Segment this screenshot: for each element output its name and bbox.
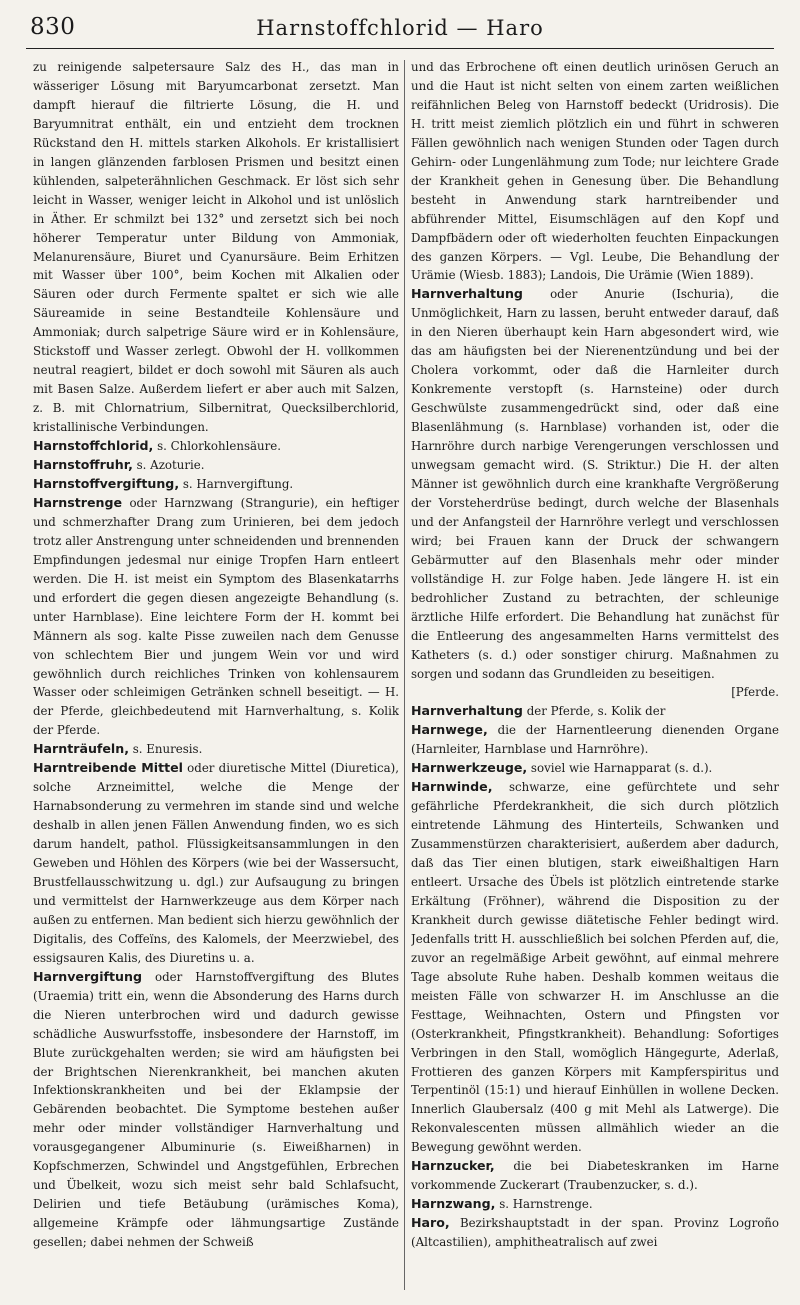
right-column [411, 58, 779, 1298]
entry-text: s. Chlorkohlensäure. [157, 439, 282, 454]
entry-headword: Harnverhaltung [411, 703, 523, 719]
column-divider [404, 60, 405, 1290]
entry-text: die bei Diabeteskranken im Harne vorkommende Zuckerart (Traubenzucker, s. d.). [411, 1159, 779, 1193]
running-title: Harnstoffchlorid — Haro [256, 16, 544, 40]
entry-text: s. Harnvergiftung. [182, 476, 294, 491]
entry-headword: Harnverhaltung [411, 286, 523, 302]
entry-headword: Harntreibende Mittel [33, 760, 183, 776]
dictionary-entry [411, 778, 779, 1157]
entry-text: s. Enuresis. [132, 742, 203, 757]
entry-headword: Harnvergiftung [33, 968, 142, 984]
left-column [33, 58, 399, 1298]
dictionary-entry [33, 437, 399, 456]
entry-continuation [33, 58, 399, 437]
entry-text: oder Harnstoffvergiftung des Blutes (Uraemia) tritt ein, wenn die Absonderung des Harns durch die Nieren unterbrochen wird und dadurch gewisse schädliche Auswurfsstoffe, insbesondere der Harnstoff, im Blute zurückgehalten werden; sie wird am häufigsten bei der Brightschen Nierenkrankheit, bei manchen akuten Infektionskrankheiten und bei der Eklampsie der Gebärenden beobachtet. Die Symptome bestehen außer mehr oder minder vollständiger Harnverhaltung und vorausgegangener Albuminurie (s. Eiweißharnen) in Kopfschmerzen, Schwindel und Angstgefühlen, Erbrechen und Übelkeit, wozu sich meist sehr bald Schlafsucht, Delirien und tiefe Betäubung (urämisches Koma), allgemeine Krämpfe oder lähmungsartige Zustände gesellen; dabei nehmen der Schweiß [33, 969, 399, 1250]
entry-text: oder Harnzwang (Strangurie), ein heftiger und schmerzhafter Drang zum Urinieren, bei dem jedoch trotz aller Anstrengung unter schneidenden und brennenden Empfindungen jedesmal nur einige Tropfen Harn entleert werden. Die H. ist meist ein Symptom des Blasenkatarrhs und erfordert die gegen diesen angezeigte Behandlung (s. unter Harnblase). Eine leichtere Form der H. kommt bei Männern als sog. kalte Pisse zuweilen nach dem Genusse von schlechtem Bier und jungem Wein vor und wird gewöhnlich durch reichliches Trinken von kohlensaurem Wasser oder schleimigen Getränken schnell beseitigt. — H. der Pferde, gleichbedeutend mit Harnverhaltung, s. Kolik der Pferde. [33, 495, 399, 738]
dictionary-entry [33, 968, 399, 1252]
entry-headword: Harnträufeln, [33, 741, 129, 757]
entry-headword: Harnwege, [411, 722, 488, 738]
entry-text: soviel wie Harnapparat (s. d.). [530, 761, 713, 776]
entry-headword: Haro, [411, 1215, 450, 1231]
entry-text: oder Anurie (Ischuria), die Unmöglichkeit, Harn zu lassen, beruht entweder darauf, daß in den Nieren überhaupt kein Harn abgesondert wird, wie das am häufigsten bei der Nierenentzündung und bei der Cholera vorkommt, oder daß die Harnleiter durch Konkremente verstopft (s. Harnsteine) oder durch Geschwülste zusammengedrückt sind, oder daß eine Blasenlähmung (s. Harnblase) vorhanden ist, oder die Harnröhre durch narbige Verengerungen verschlossen und unwegsam gemacht wird. (S. Striktur.) Die H. der alten Männer ist gewöhnlich durch eine krankhafte Vergrößerung der Vorsteherdrüse bedingt, durch welche der Blasenhals und der Anfangsteil der Harnröhre verlegt und verschlossen wird; bei Frauen kann der Druck der schwangern Gebärmutter auf den Blasenhals mehr oder minder vollständige H. zur Folge haben. Jede längere H. ist ein bedrohlicher Zustand zu betrachten, der schleunige ärztliche Hilfe erfordert. Die Behandlung hat zunächst für die Entleerung des angesammelten Harns vermittelst des Katheters (s. d.) oder sonstiger chirurg. Maßnahmen zu sorgen und sodann das Grundleiden zu beseitigen. [411, 287, 779, 681]
dictionary-entry [411, 1157, 779, 1195]
dictionary-entry [411, 702, 779, 721]
entry-text: zu reinigende salpetersaure Salz des H., das man in wässeriger Lösung mit Baryumcarbonat zersetzt. Man dampft hierauf die filtrierte Lösung, die H. und Baryumnitrat enthält, ein und entzieht dem trocknen Rückstand den H. mittels starken Alkohols. Er kristallisiert in langen glänzenden farblosen Prismen und besitzt einen kühlenden, salpeterähnlichen Geschmack. Er löst sich sehr leicht in Wasser, weniger leicht in Alkohol und ist unlöslich in Äther. Er schmilzt bei 132° und zersetzt sich bei noch höherer Temperatur unter Bildung von Ammoniak, Melanurensäure, Biuret und Cyanursäure. Beim Erhitzen mit Wasser über 100°, beim Kochen mit Alkalien oder Säuren oder durch Fermente spaltet er sich wie alle Säureamide in seine Bestandteile Kohlensäure und Ammoniak; durch salpetrige Säure wird er in Kohlensäure, Stickstoff und Wasser zerlegt. Obwohl der H. vollkommen neutral reagiert, bildet er doch sowohl mit Säuren als auch mit Basen Salze. Außerdem liefert er aber auch mit Salzen, z. B. mit Chlornatrium, Silbernitrat, Quecksilberchlorid, kristallinische Verbindungen. [33, 60, 399, 435]
entry-text: oder diuretische Mittel (Diuretica), solche Arzneimittel, welche die Menge der Harnabsonderung zu vermehren im stande sind und welche deshalb in allen jenen Fällen Anwendung finden, wo es sich darum handelt, pathol. Flüssigkeitsansammlungen in den Geweben und Höhlen des Körpers (wie bei der Wassersucht, Brustfellausschwitzung u. dgl.) zur Aufsaugung zu bringen und vermittelst der Harnwerkzeuge aus dem Körper nach außen zu entfernen. Man bedient sich hierzu gewöhnlich der Digitalis, des Coffeïns, des Kalomels, der Meerzwiebel, des essigsauren Kalis, des Diuretins u. a. [33, 761, 399, 965]
dictionary-entry [33, 759, 399, 967]
entry-text: der Pferde, s. Kolik der [526, 704, 666, 719]
entry-headword: Harnstoffchlorid, [33, 438, 154, 454]
dictionary-entry [411, 721, 779, 759]
entry-text: Bezirkshauptstadt in der span. Provinz Logroño (Altcastilien), amphitheatralisch auf zwei [411, 1216, 779, 1250]
entry-headword: Harnzwang, [411, 1196, 496, 1212]
entry-text: und das Erbrochene oft einen deutlich urinösen Geruch an und die Haut ist nicht selten von einem zarten weißlichen reifähnlichen Beleg von Harnstoff bedeckt (Uridrosis). Die H. tritt meist ziemlich plötzlich ein und führt in schweren Fällen gewöhnlich nach wenigen Stunden oder Tagen durch Gehirn- oder Lungenlähmung zum Tode; nur leichtere Grade der Krankheit gehen in Genesung über. Die Behandlung besteht in Anwendung stark harntreibender und abführender Mittel, Eisumschlägen auf den Kopf und Dampfbädern oder oft wiederholten feuchten Einpackungen des ganzen Körpers. — Vgl. Leube, Die Behandlung der Urämie (Wiesb. 1883); Landois, Die Urämie (Wien 1889). [411, 60, 779, 283]
entry-headword: Harnstrenge [33, 494, 123, 510]
entry-text: s. Harnstrenge. [499, 1197, 593, 1212]
dictionary-entry [411, 1214, 779, 1252]
dictionary-entry [33, 475, 399, 494]
entry-headword: Harnzucker, [411, 1158, 495, 1174]
dictionary-entry [411, 1195, 779, 1214]
dictionary-entry [33, 740, 399, 759]
page-number: 830 [30, 14, 76, 40]
dictionary-entry [33, 494, 399, 740]
entry-headword: Harnwinde, [411, 779, 493, 795]
entry-text: schwarze, eine gefürchtete und sehr gefährliche Pferdekrankheit, die sich durch plötzlich eintretende Lähmung des Hinterteils, Schwanken und Zusammenstürzen charakterisiert, außerdem aber dadurch, daß das Tier einen blutigen, stark eiweißhaltigen Harn entleert. Ursache des Übels ist plötzlich eintretende starke Erkältung (Fröhner), während die Disposition zu der Krankheit durch gewisse diätetische Fehler bedingt wird. Jedenfalls tritt H. ausschließlich bei solchen Pferden auf, die, zuvor an regelmäßige Arbeit gewöhnt, auf einmal mehrere Tage absolute Ruhe haben. Deshalb kommen weitaus die meisten Fälle von schwarzer H. im Anschlusse an die Festtage, Weihnachten, Ostern und Pfingsten vor (Osterkrankheit, Pfingstkrankheit). Behandlung: Sofortiges Verbringen in den Stall, womöglich Hängegurte, Aderlaß, Frottieren des ganzen Körpers mit Kampferspiritus und Terpentinöl (15:1) und hierauf Einhüllen in wollene Decken. Innerlich Glaubersalz (400 g mit Mehl als Latwerge). Die Rekonvalescenten müssen allmählich wieder an die Bewegung gewöhnt werden. [411, 780, 779, 1155]
entry-headword: Harnstoffruhr, [33, 457, 133, 473]
entry-tail: [Pferde. [731, 685, 779, 700]
entry-headword: Harnstoffvergiftung, [33, 475, 180, 491]
entry-headword: Harnwerkzeuge, [411, 760, 528, 776]
dictionary-entry [411, 759, 779, 778]
entry-text: s. Azoturie. [136, 458, 205, 473]
entry-text: die der Harnentleerung dienenden Organe (Harnleiter, Harnblase und Harnröhre). [411, 723, 779, 757]
page-header [26, 8, 774, 49]
dictionary-entry [33, 456, 399, 475]
dictionary-entry [411, 285, 779, 702]
entry-continuation [411, 58, 779, 285]
